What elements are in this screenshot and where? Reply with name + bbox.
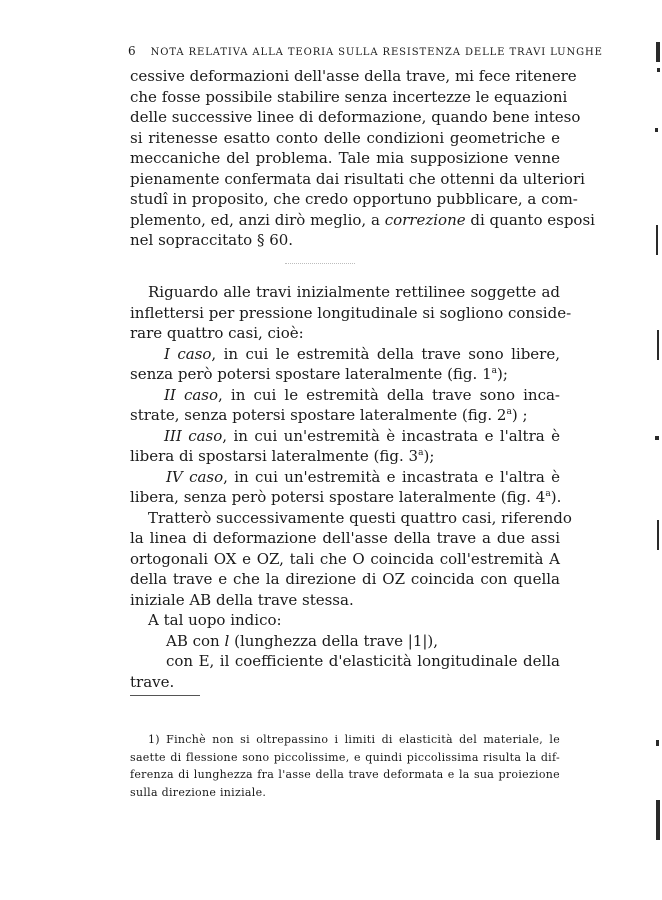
text-line: rare quattro casi, cioè: — [130, 324, 304, 342]
case-line — [130, 405, 560, 426]
superscript: a — [545, 489, 551, 499]
superscript: a — [491, 366, 497, 376]
text-line: Tratterò successivamente questi quattro casi, riferendo — [148, 508, 572, 527]
text-line: delle successive linee di deformazione, quando bene inteso — [130, 108, 581, 126]
footnote-rule — [130, 695, 200, 696]
superscript: a — [418, 448, 424, 458]
page-number: 6 — [128, 44, 137, 58]
scan-edge-mark — [656, 740, 659, 746]
text-line: che fosse possibile stabilire senza incertezze le equazioni — [130, 87, 568, 106]
case-line — [130, 426, 560, 447]
case-text: senza però potersi spostare lateralmente (fig. 1 — [130, 365, 492, 383]
text-line: la linea di deformazione dell'asse della trave a due assi — [130, 529, 560, 547]
text-line: iniziale AB della trave stessa. — [130, 590, 354, 609]
section-divider — [285, 263, 355, 264]
text-fragment: (lunghezza della trave |1|), — [234, 631, 439, 650]
running-header — [128, 44, 603, 58]
text-line: si ritenesse esatto conto delle condizioni geometriche e — [130, 128, 560, 147]
scan-edge-mark — [656, 225, 658, 255]
case-label: IV caso — [166, 467, 224, 486]
case-line — [130, 446, 560, 467]
case-line — [130, 364, 560, 385]
case-text: strate, senza potersi spostare lateralmente (fig. 2 — [130, 406, 507, 424]
footnote-line: ferenza di lunghezza fra l'asse della trave deformata e la sua proiezione — [130, 768, 560, 781]
definition-line — [130, 631, 560, 652]
scan-edge-mark — [657, 68, 660, 72]
text-line: trave. — [130, 672, 175, 691]
text-line: cessive deformazioni dell'asse della trave, mi fece ritenere — [130, 67, 577, 85]
scan-edge-mark — [655, 436, 659, 440]
text-line: Riguardo alle travi inizialmente rettilinee soggette ad — [148, 283, 560, 301]
text-line: inflettersi per pressione longitudinale si sogliono conside- — [130, 303, 572, 322]
variable-l: l — [224, 631, 230, 650]
scan-edge-mark — [657, 520, 659, 550]
case-label: III caso — [164, 426, 223, 445]
case-text: , in cui le estremità della trave sono inca- — [218, 385, 560, 404]
definition-line: con E, il coefficiente d'elasticità longitudinale della — [166, 652, 560, 670]
emphasis-correzione: correzione — [384, 210, 466, 229]
case-text: libera di spostarsi lateralmente (fig. 3 — [130, 447, 419, 465]
text-line — [130, 210, 595, 231]
running-title: NOTA RELATIVA ALLA TEORIA SULLA RESISTENZA DELLE TRAVI LUNGHE — [150, 47, 603, 58]
footnote — [130, 731, 560, 801]
case-text: , in cui un'estremità è incastrata e l'altra è — [222, 426, 560, 445]
text-line: pienamente confermata dai risultati che ottenni da ulteriori — [130, 169, 585, 188]
scan-edge-mark — [656, 800, 660, 840]
case-text: ) ; — [511, 406, 528, 424]
case-line — [130, 344, 560, 365]
text-line: nel sopraccitato § 60. — [130, 231, 294, 249]
text-fragment: plemento, ed, anzi dirò meglio, a — [130, 210, 380, 229]
footnote-line: 1) Finchè non si oltrepassino i limiti di elasticità del materiale, le — [148, 733, 560, 746]
scan-edge-mark — [656, 42, 660, 62]
case-label: I caso — [164, 344, 212, 363]
case-text: ). — [550, 488, 562, 506]
case-label: II caso — [164, 385, 219, 404]
scan-edge-mark — [655, 128, 658, 132]
case-text: , in cui un'estremità e incastrata e l'altra è — [223, 467, 560, 486]
scan-edge-mark — [657, 330, 659, 360]
text-line: meccaniche del problema. Tale mia supposizione venne — [130, 149, 560, 167]
text-line: ortogonali OX e OZ, tali che O coincida coll'estremità A — [130, 549, 560, 568]
case-text: , in cui le estremità della trave sono libere, — [211, 344, 560, 363]
footnote-line: saette di flessione sono piccolissime, e quindi piccolissima risulta la dif- — [130, 750, 560, 764]
case-text: ); — [423, 447, 435, 465]
case-line — [130, 467, 560, 488]
text-fragment: di quanto esposi — [470, 210, 595, 229]
case-line — [130, 487, 560, 508]
text-line: studî in proposito, che credo opportuno pubblicare, a com- — [130, 190, 578, 208]
text-line: della trave e che la direzione di OZ coincida con quella — [130, 570, 560, 588]
paragraph-continuation — [130, 66, 595, 251]
footnote-line: sulla direzione iniziale. — [130, 785, 267, 799]
text-line: A tal uopo indico: — [148, 611, 282, 629]
main-section — [130, 282, 572, 692]
text-fragment: AB con — [166, 631, 220, 650]
case-text: ); — [497, 365, 508, 383]
superscript: a — [506, 407, 512, 417]
case-text: libera, senza però potersi spostare lateralmente (fig. 4 — [130, 488, 546, 506]
case-line — [130, 385, 560, 406]
